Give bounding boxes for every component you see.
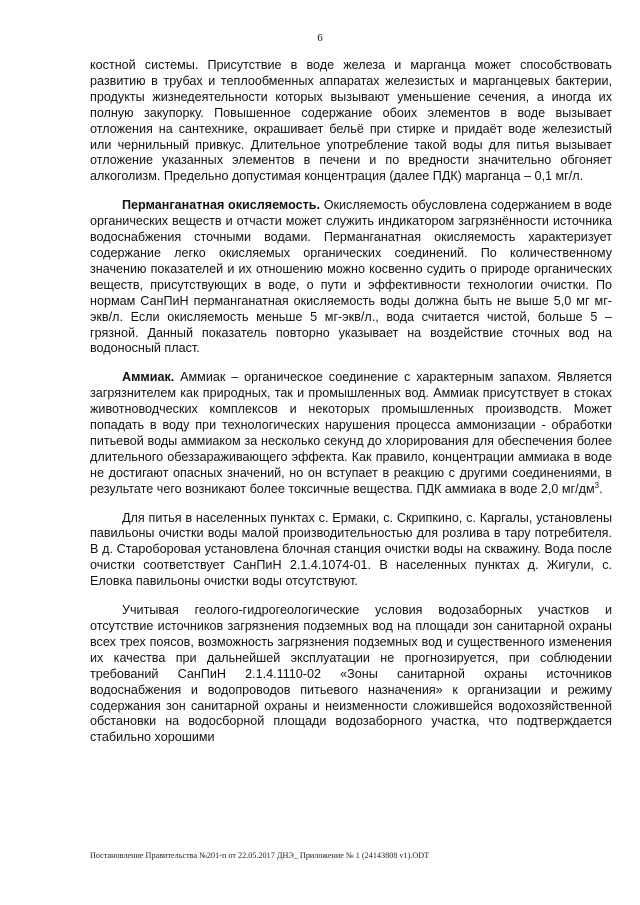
paragraph-permanganate xyxy=(90,198,612,357)
paragraph-water-purification: Для питья в населенных пунктах с. Ермаки, с. Скрипкино, с. Каргалы, установлены павильоны очистки воды малой производительностью для розлива в тару потребителя. В д. Староборовая установлена блочная станция очистки воды на скважину. Вода после очистки соответствует СанПиН 2.1.4.1074-01. В населенных пунктах д. Жигули, с. Еловка павильоны очистки воды отсутствуют. xyxy=(90,510,612,589)
page-number: 6 xyxy=(317,32,323,44)
paragraph-ammonia-text: Аммиак – органическое соединение с характерным запахом. Является загрязнителем как природных, так и промышленных вод. Аммиак присутствует в стоках животноводческих комплексов и некоторых промышленных производств. Может попадать в воду при технологических нарушения процесса аммонизации - обработки питьевой воды аммиаком за несколько секунд до хлорирования для обеспечения более длительного обеззараживающего эффекта. Как правило, концентрации аммиака в воде не достигают опасных значений, но он вступает в реакцию с другими соединениями, в результате чего возникают более токсичные вещества. ПДК аммиака в воде 2,0 мг/дм xyxy=(90,370,612,496)
paragraph-geological-conditions: Учитывая геолого-гидрогеологические условия водозаборных участков и отсутствие источников загрязнения подземных вод на площади зон санитарной охраны всех трех поясов, возможность загрязнения подземных вод и существенного изменения их качества при дальнейшей эксплуатации не прогнозируется, при соблюдении требований СанПиН 2.1.4.1110-02 «Зоны санитарной охраны источников водоснабжения и водопроводов питьевого назначения» к организации и режиму содержания зон санитарной охраны и неизменности сложившейся водохозяйственной обстановки на водосборной площади водозаборного участка, что подтверждается стабильно хорошими xyxy=(90,603,612,745)
paragraph-permanganate-text: Окисляемость обусловлена содержанием в воде органических веществ и отчасти может служить индикатором загрязнённости источника водоснабжения сточными водами. Перманганатная окисляемость характеризует содержание легко окисляемых органических соединений. По количественному значению показателей и их отношению можно косвенно судить о природе органических веществ, присутствующих в воде, о пути и эффективности технологии очистки. По нормам СанПиН перманганатная окисляемость воды должна быть не выше 5,0 мг мг-экв/л. Если окисляемость меньше 5 мг-экв/л., вода считается чистой, больше 5 – грязной. Данный показатель повторно указывает на воздействие сточных вод на водоносный пласт. xyxy=(90,198,612,356)
paragraph-ammonia xyxy=(90,370,612,497)
term-ammonia: Аммиак. xyxy=(122,370,175,385)
paragraph-ammonia-end: . xyxy=(599,481,603,496)
document-footer: Постановление Правительства №201-п от 22.05.2017 ДНЭ_ Приложение № 1 (24143808 v1).ODT xyxy=(90,851,430,860)
paragraph-iron-manganese: костной системы. Присутствие в воде железа и марганца может способствовать развитию в трубах и теплообменных аппаратах железистых и марганцевых бактерии, продукты жизнедеятельности которых вызывают уменьшение сечения, а иногда их полную закупорку. Повышенное содержание обоих элементов в воде вызывает отложения на сантехнике, окрашивает бельё при стирке и придаёт воде железистый или чернильный привкус. Длительное употребление такой воды для питья вызывает отложение указанных элементов в печени и по вредности значительно обгоняет алкоголизм. Предельно допустимая концентрация (далее ПДК) марганца – 0,1 мг/л. xyxy=(90,58,612,184)
term-permanganate: Перманганатная окисляемость. xyxy=(122,198,321,213)
document-body xyxy=(90,58,612,759)
superscript-3: 3 xyxy=(594,480,600,490)
